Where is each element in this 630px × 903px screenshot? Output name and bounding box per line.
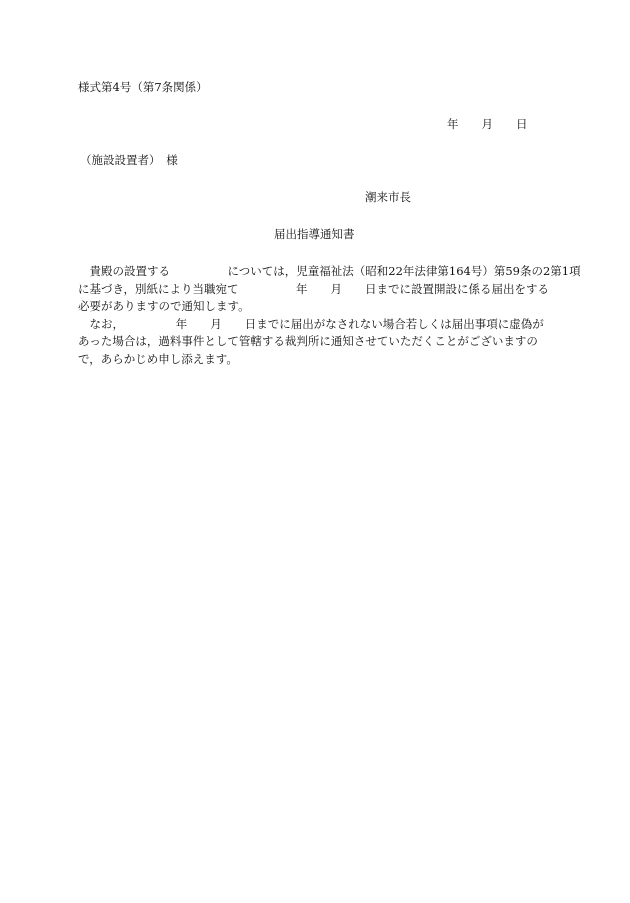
document-title: 届出指導通知書 bbox=[274, 227, 355, 241]
body-line: 必要がありますので通知します。 bbox=[78, 299, 250, 313]
sender: 潮来市長 bbox=[365, 190, 411, 204]
body-line: で，あらかじめ申し添えます。 bbox=[78, 351, 238, 366]
body-line: 貴殿の設置する については，児童福祉法（昭和22年法律第164号）第59条の2第1項 bbox=[78, 264, 581, 278]
notice-body bbox=[78, 263, 581, 368]
body-line: なお， 年 月 日までに届出がなされない場合若しくは届出事項に虚偽が bbox=[78, 316, 544, 331]
date-line: 年 月 日 bbox=[447, 117, 528, 131]
body-line: に基づき，別紙により当職宛て 年 月 日までに設置開設に係る届出をする bbox=[78, 281, 550, 296]
body-line: あった場合は，過料事件として管轄する裁判所に通知させていただくことがございますの bbox=[78, 334, 538, 348]
addressee: （施設設置者） 様 bbox=[80, 153, 178, 167]
form-number: 様式第4号（第7条関係） bbox=[78, 80, 208, 94]
